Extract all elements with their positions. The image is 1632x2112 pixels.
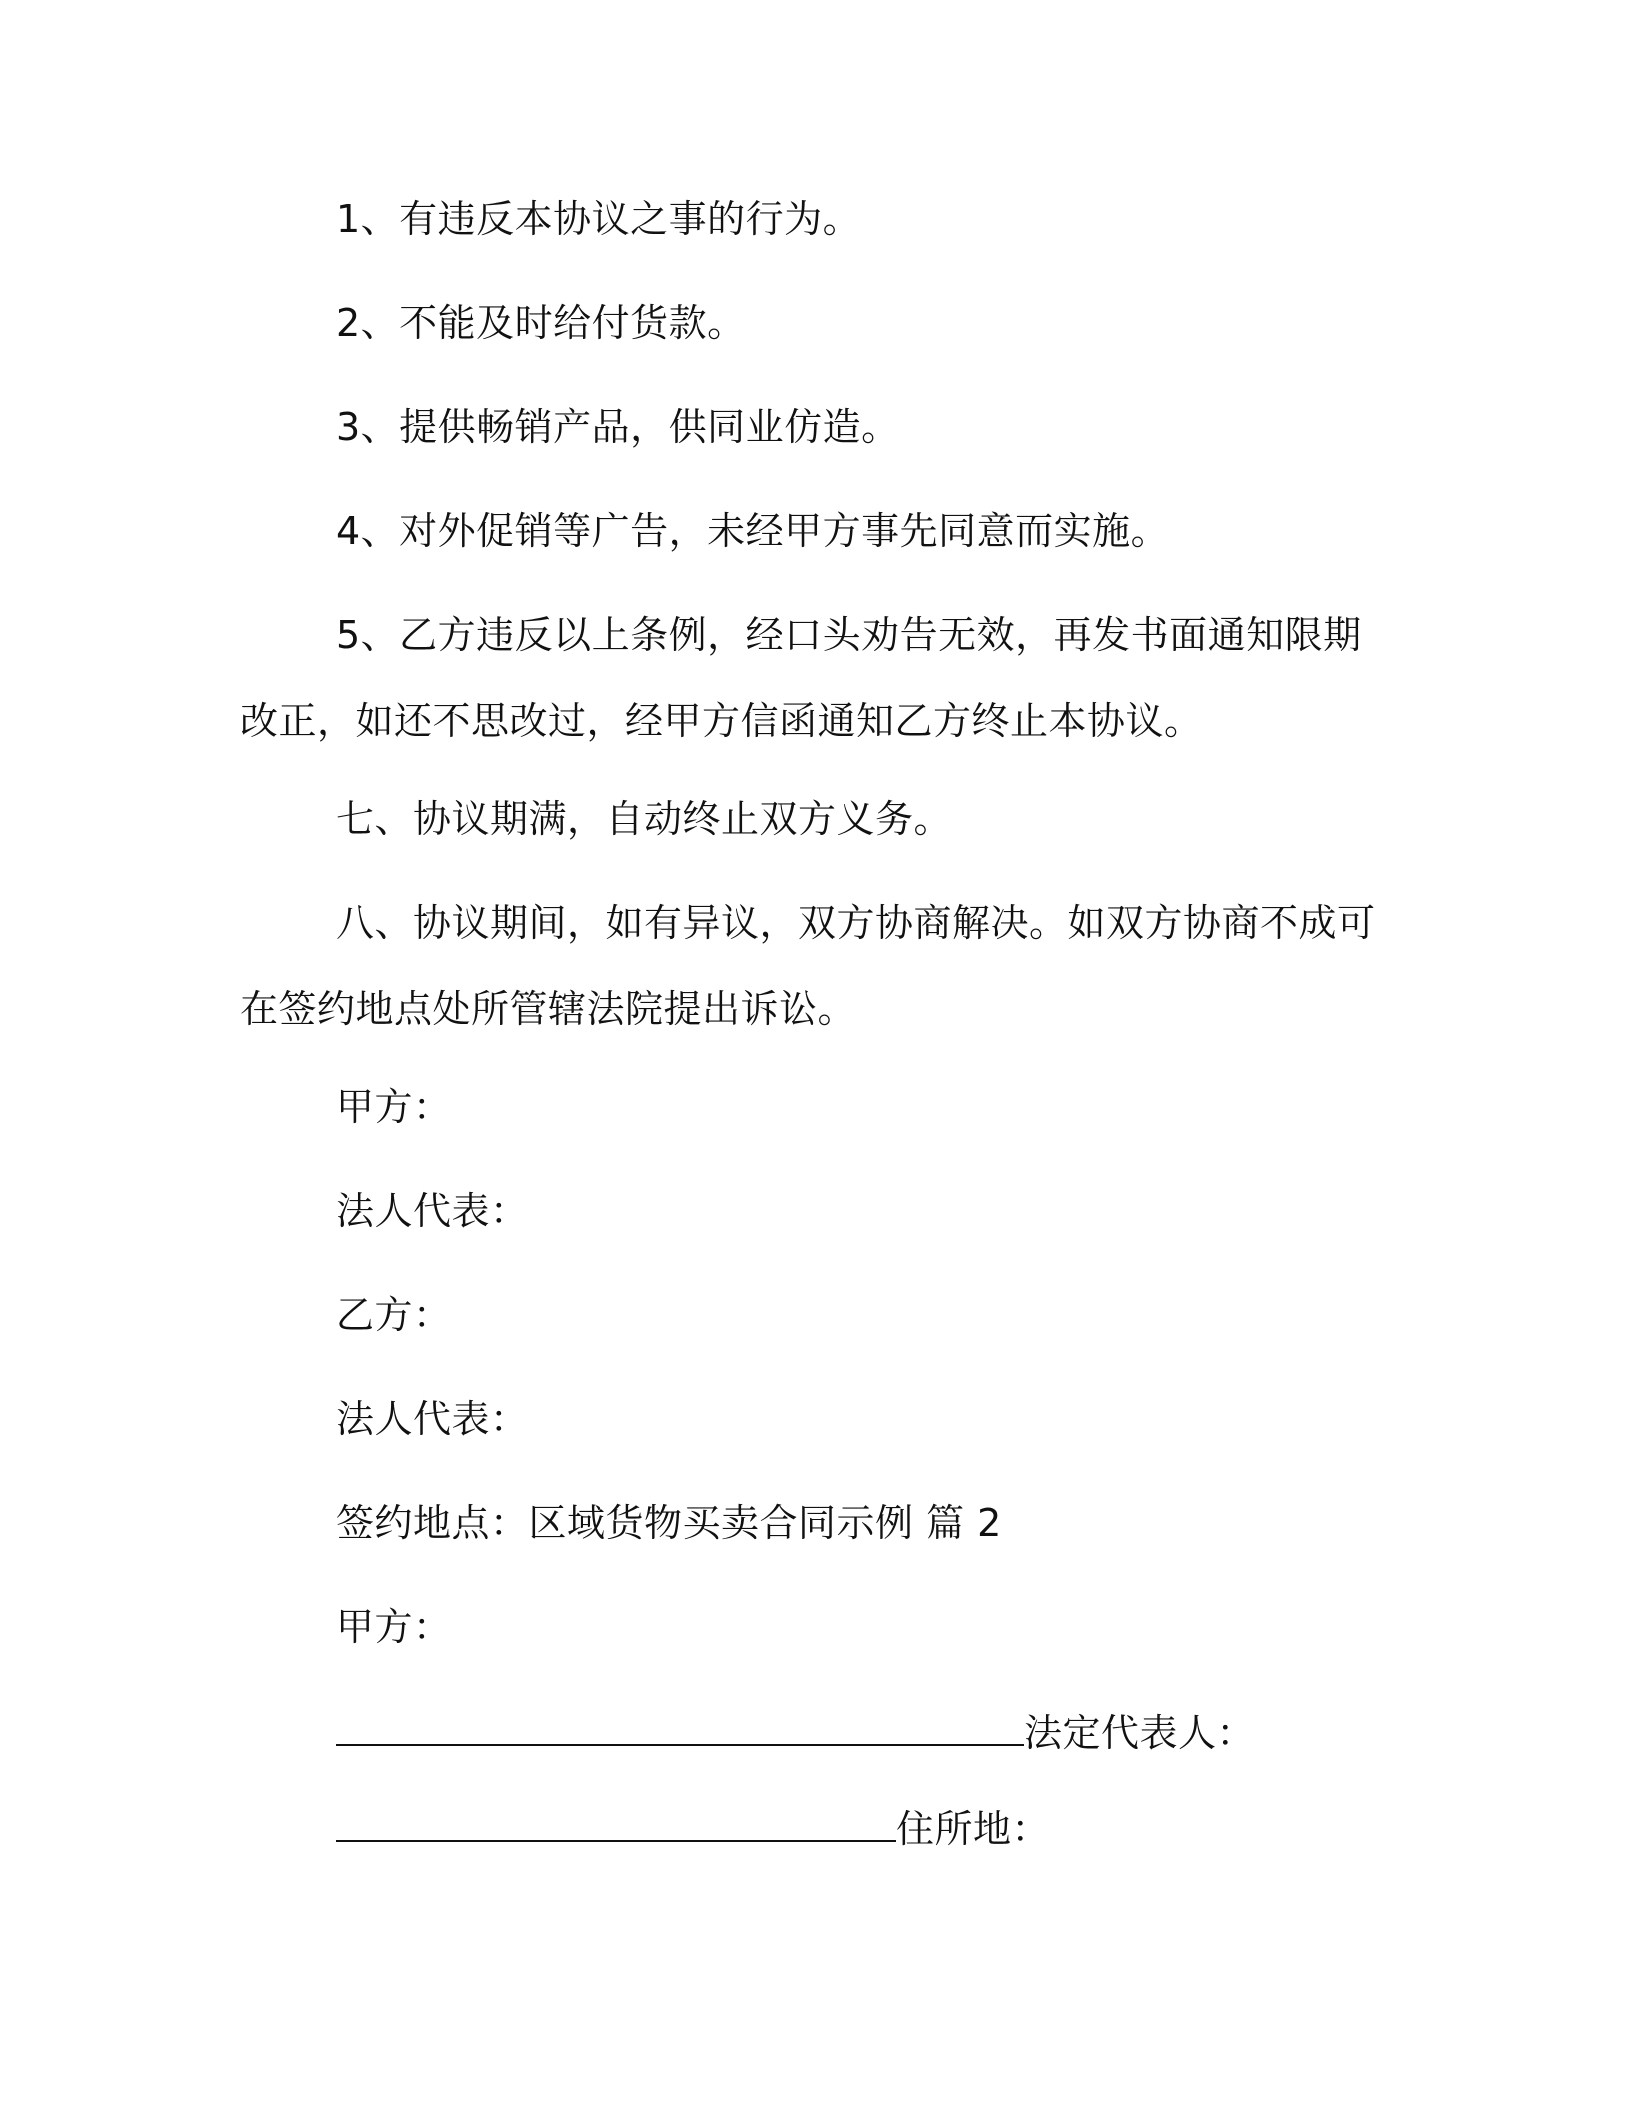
- party-a-label: 甲方：: [336, 1085, 452, 1129]
- clause-3: 3、提供畅销产品，供同业仿造。: [336, 405, 900, 449]
- party-b-label: 乙方：: [336, 1293, 452, 1337]
- section-8: 八、协议期间，如有异议，双方协商解决。如双方协商不成可在签约地点处所管辖法院提出诉讼。: [240, 901, 1376, 1031]
- legal-rep-a-label: 法人代表：: [336, 1189, 529, 1233]
- clause-4: 4、对外促销等广告，未经甲方事先同意而实施。: [336, 509, 1170, 553]
- address-blank[interactable]: [336, 1798, 896, 1842]
- clause-2: 2、不能及时给付货款。: [336, 301, 746, 345]
- address-line: [240, 1786, 1392, 1872]
- signing-place-label: 签约地点：区域货物买卖合同示例 篇 2: [336, 1501, 1002, 1545]
- contract2-party-a-label: 甲方：: [336, 1605, 452, 1649]
- address-label: 住所地：: [896, 1807, 1051, 1851]
- clause-5: 5、乙方违反以上条例，经口头劝告无效，再发书面通知限期改正，如还不思改过，经甲方信函通知乙方终止本协议。: [240, 613, 1362, 743]
- legal-rep-label: 法定代表人：: [1024, 1711, 1256, 1755]
- legal-rep-b-label: 法人代表：: [336, 1397, 529, 1441]
- section-7: 七、协议期满，自动终止双方义务。: [336, 797, 953, 841]
- legal-rep-line: [240, 1690, 1392, 1776]
- clause-1: 1、有违反本协议之事的行为。: [336, 197, 862, 241]
- legal-rep-blank[interactable]: [336, 1702, 1024, 1746]
